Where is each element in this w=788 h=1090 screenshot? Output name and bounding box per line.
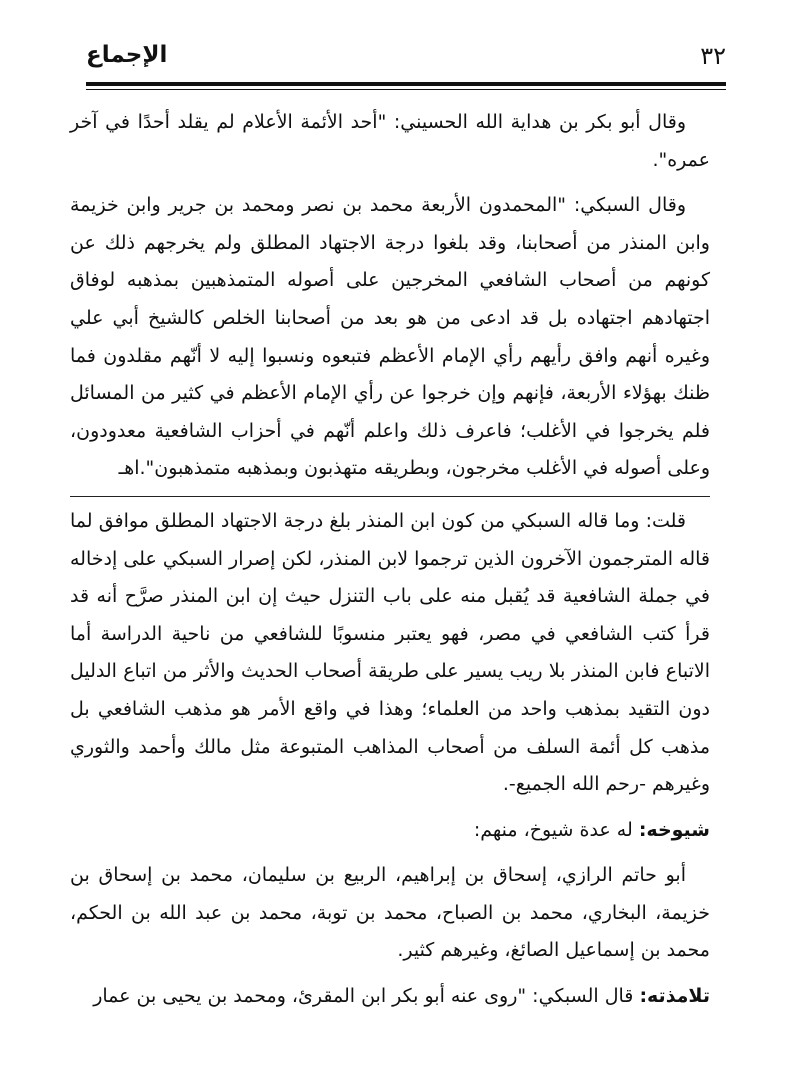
paragraph-talamidha: [70, 978, 710, 1016]
body-text: [70, 104, 710, 1024]
paragraph-hidaya-quote: وقال أبو بكر بن هداية الله الحسيني: "أحد الأئمة الأعلام لم يقلد أحدًا في آخر عمره".: [70, 111, 710, 171]
paragraph-shuyukh-list: أبو حاتم الرازي، إسحاق بن إبراهيم، الربيع بن سليمان، محمد بن إسحاق بن خزيمة، البخاري، محمد بن الصباح، محمد بن توبة، محمد بن عبد الله بن الحكم، محمد بن إسماعيل الصائغ، وغيرهم كثير.: [70, 864, 710, 962]
header-rule: [86, 82, 726, 86]
paragraph-author-comment: قلت: وما قاله السبكي من كون ابن المنذر بلغ درجة الاجتهاد المطلق موافق لما قاله المترجمون الآخرون الذين ترجموا لابن المنذر، لكن إصرار السبكي على إدخاله في جملة الشافعية قد يُقبل منه على باب التنزل حيث إن ابن المنذر صرَّح أنه قد قرأ كتب الشافعي في مصر، فهو يعتبر منسوبًا للشافعي من ناحية الدراسة أما الاتباع فابن المنذر بلا ريب يسير على طريقة أصحاب الحديث والأثر من اتباع الدليل دون التقيد بمذهب واحد من العلماء؛ وهذا في واقع الأمر هو مذهب الشافعي بل مذهب كل أئمة السلف من أصحاب المذاهب المتبوعة مثل مالك وأحمد والثوري وغيرهم -رحم الله الجميع-.: [70, 509, 710, 796]
talamidha-text: قال السبكي: "روى عنه أبو بكر ابن المقرئ، ومحمد بن يحيى بن عمار: [93, 985, 640, 1008]
paragraph-subki-quote: وقال السبكي: "المحمدون الأربعة محمد بن نصر ومحمد بن جرير وابن خزيمة وابن المنذر من أصحابنا، وقد بلغوا درجة الاجتهاد المطلق ولم يخرجهم ذلك عن كونهم من أصحاب الشافعي المخرجين على أصوله المتمذهبين بمذهبه لوفاق اجتهادهم اجتهاده بل قد ادعى من هو بعد من أصحابنا الخلص كالشيخ أبي علي وغيره أنهم وافق رأيهم رأي الإمام الأعظم فتبعوه ونسبوا إليه لا أنّهم مقلدون فما ظنك بهؤلاء الأربعة، فإنهم وإن خرجوا عن رأي الإمام الأعظم في كثير من المسائل فلم يخرجوا في الأغلب؛ فاعرف ذلك واعلم أنّهم في أحزاب الشافعية معدودون، وعلى أصوله في الأغلب مخرجون، وبطريقه متهذبون وبمذهبه متمذهبون".اهـ: [70, 194, 710, 480]
paragraph-shuyukh: [70, 812, 710, 850]
section-divider: [70, 496, 710, 497]
header-rule-thin: [86, 89, 726, 90]
shuyukh-label: شيوخه:: [638, 818, 710, 841]
page-number: ٣٢: [700, 42, 726, 70]
page-header: [86, 40, 726, 80]
shuyukh-intro: له عدة شيوخ، منهم:: [473, 818, 639, 841]
talamidha-label: تلامذته:: [639, 985, 710, 1008]
running-title: الإجماع: [86, 42, 168, 68]
